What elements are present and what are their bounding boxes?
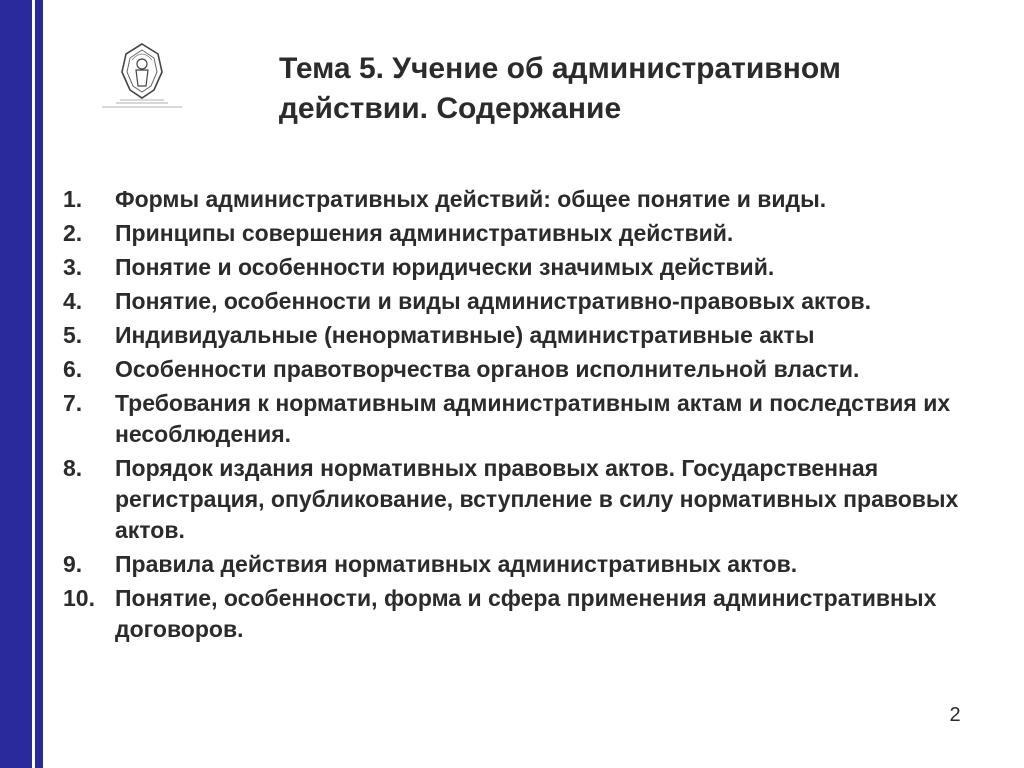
list-item-number: 6.	[63, 356, 83, 382]
university-emblem-icon	[102, 40, 182, 110]
list-item	[63, 286, 1003, 317]
list-item-number: 3.	[63, 254, 83, 280]
list-item	[63, 218, 1003, 249]
list-item-number: 8.	[63, 455, 83, 481]
list-item-text: Требования к нормативным административным актам и последствия их несоблюдения.	[115, 390, 951, 447]
list-item-text: Понятие и особенности юридически значимых действий.	[115, 254, 775, 280]
slide-title	[190, 49, 930, 129]
list-item-text: Формы административных действий: общее понятие и виды.	[115, 186, 827, 212]
slide-title-line-2: действии. Содержание	[278, 92, 622, 125]
list-item-text: Правила действия нормативных административных актов.	[115, 551, 798, 577]
bar-band-wide	[0, 0, 32, 768]
list-item	[63, 320, 1003, 351]
slide-title-line-1: Тема 5. Учение об административном	[279, 52, 841, 85]
list-item-text: Понятие, особенности и виды административно-правовых актов.	[115, 288, 872, 314]
list-item	[63, 453, 1003, 546]
list-item-number: 5.	[63, 322, 83, 348]
list-item	[63, 184, 1003, 215]
list-item-text: Принципы совершения административных действий.	[115, 220, 734, 246]
list-item	[63, 388, 1003, 450]
list-item-number: 10.	[63, 585, 95, 611]
list-item-text: Особенности правотворчества органов исполнительной власти.	[115, 356, 860, 382]
list-item-number: 4.	[63, 288, 83, 314]
left-decorative-bar	[0, 0, 44, 768]
list-item-number: 9.	[63, 551, 83, 577]
list-item-number: 2.	[63, 220, 83, 246]
list-item	[63, 252, 1003, 283]
page-number: 2	[949, 704, 961, 726]
list-item-text: Понятие, особенности, форма и сфера применения административных договоров.	[115, 585, 937, 642]
bar-band-narrow	[35, 0, 43, 768]
list-item	[63, 583, 1003, 645]
contents-list	[63, 184, 1003, 648]
list-item-number: 1.	[63, 186, 83, 212]
list-item-text: Индивидуальные (ненормативные) административные акты	[115, 322, 815, 348]
list-item-text: Порядок издания нормативных правовых актов. Государственная регистрация, опубликование, вступление в силу нормативных правовых актов.	[115, 455, 959, 543]
list-item	[63, 354, 1003, 385]
list-item	[63, 549, 1003, 580]
list-item-number: 7.	[63, 390, 83, 416]
